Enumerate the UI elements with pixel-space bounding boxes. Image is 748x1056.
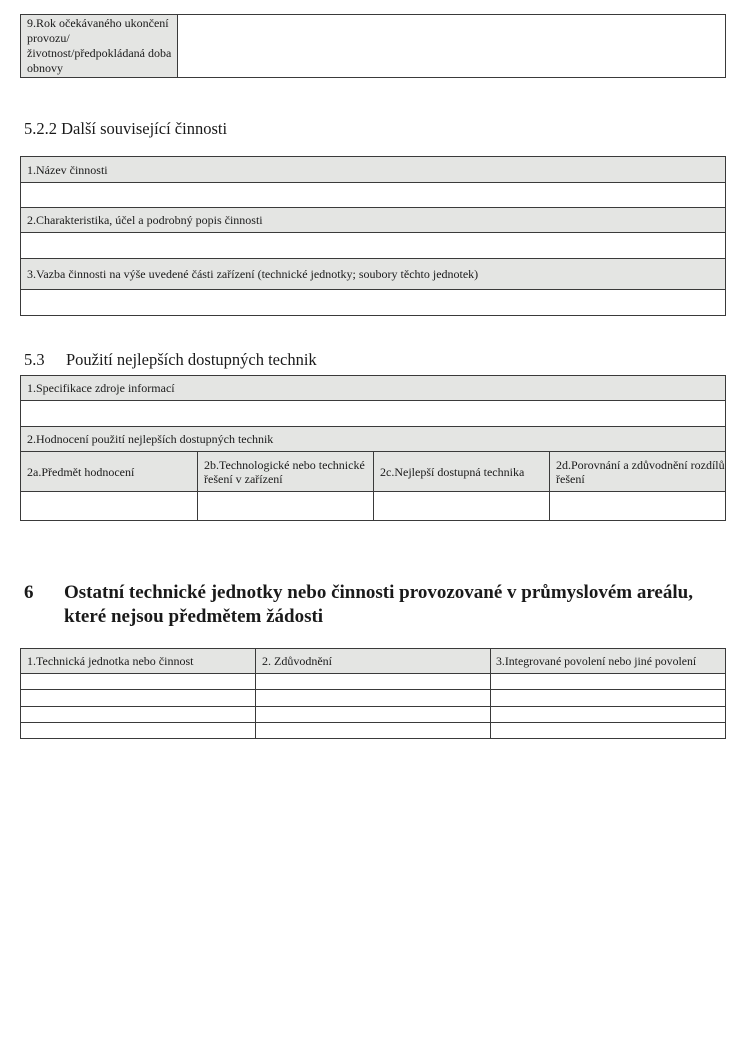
unit-cell[interactable] (21, 674, 256, 690)
related-activities-table (20, 156, 726, 316)
section-53-number: 5.3 (24, 350, 45, 369)
bat-evaluation-label: 2.Hodnocení použití nejlepších dostupných technik (21, 427, 726, 452)
section-6-title: Ostatní technické jednotky nebo činnosti provozované v průmyslovém areálu, které nejsou předmětem žádosti (64, 582, 693, 627)
activity-name-label: 1.Název činnosti (21, 157, 726, 183)
info-source-label: 1.Specifikace zdroje informací (21, 376, 726, 401)
justification-cell[interactable] (256, 707, 491, 723)
column-header-comparison: 2d.Porovnání a zdůvodnění rozdílů řešení (550, 452, 726, 492)
justification-cell[interactable] (256, 690, 491, 707)
section-6-number: 6 (24, 582, 34, 603)
other-units-table (20, 648, 726, 739)
column-header-technical-solution: 2b.Technologické nebo technické řešení v zařízení (198, 452, 374, 492)
subject-field[interactable] (21, 492, 198, 521)
permit-cell[interactable] (491, 707, 726, 723)
operation-end-label: 9.Rok očekávaného ukončení provozu/ životnost/předpokládaná doba obnovy (21, 15, 178, 78)
table-row (21, 690, 726, 707)
justification-cell[interactable] (256, 674, 491, 690)
justification-cell[interactable] (256, 723, 491, 739)
technical-solution-field[interactable] (198, 492, 374, 521)
column-header-subject: 2a.Předmět hodnocení (21, 452, 198, 492)
table-row (21, 723, 726, 739)
bat-table (20, 375, 726, 521)
unit-cell[interactable] (21, 690, 256, 707)
table-row (21, 674, 726, 690)
activity-name-field[interactable] (21, 183, 726, 208)
comparison-field[interactable] (550, 492, 726, 521)
activity-description-label: 2.Charakteristika, účel a podrobný popis činnosti (21, 208, 726, 233)
permit-cell[interactable] (491, 674, 726, 690)
table-row (21, 707, 726, 723)
section-522-heading: 5.2.2 Další související činnosti (24, 119, 228, 138)
column-header-permit: 3.Integrované povolení nebo jiné povolení (491, 649, 726, 674)
best-technique-field[interactable] (374, 492, 550, 521)
unit-cell[interactable] (21, 723, 256, 739)
column-header-justification: 2. Zdůvodnění (256, 649, 491, 674)
column-header-unit: 1.Technická jednotka nebo činnost (21, 649, 256, 674)
permit-cell[interactable] (491, 723, 726, 739)
unit-cell[interactable] (21, 707, 256, 723)
operation-end-table (20, 14, 726, 78)
section-53-heading (24, 350, 317, 370)
column-header-best-technique: 2c.Nejlepší dostupná technika (374, 452, 550, 492)
section-53-title: Použití nejlepších dostupných technik (66, 350, 317, 369)
activity-link-field[interactable] (21, 290, 726, 316)
permit-cell[interactable] (491, 690, 726, 707)
activity-link-label: 3.Vazba činnosti na výše uvedené části zařízení (technické jednotky; soubory těchto jednotek) (21, 259, 726, 290)
section-6-heading (24, 581, 724, 631)
activity-description-field[interactable] (21, 233, 726, 259)
operation-end-field[interactable] (178, 15, 726, 78)
info-source-field[interactable] (21, 401, 726, 427)
